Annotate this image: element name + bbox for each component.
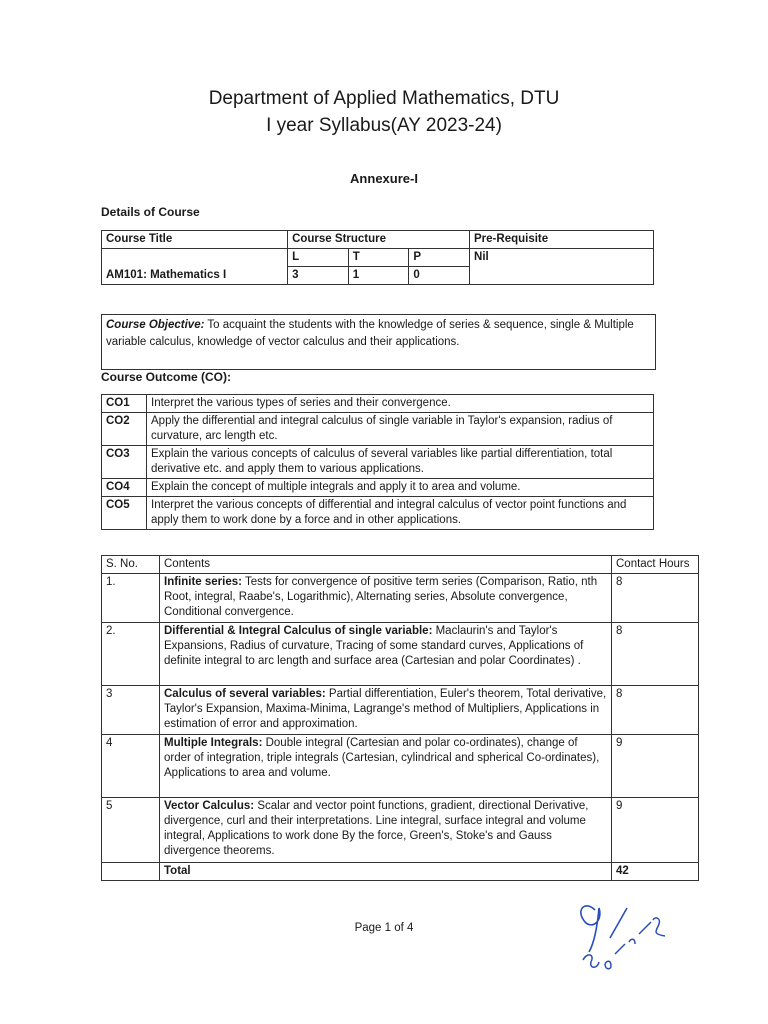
objective-text: To acquaint the students with the knowledge of series & sequence, single & Multiple variable calculus, knowledge of vector calculus and their applications. [106,319,634,348]
course-outcome-table [101,394,654,530]
row-sno: 1. [102,574,160,623]
row-hours: 9 [612,798,699,863]
co-text: Apply the differential and integral calculus of single variable in Taylor's expansion, radius of curvature, arc length etc. [147,413,654,446]
course-name: AM101: Mathematics I [102,249,288,285]
header-line-1: Department of Applied Mathematics, DTU [208,88,560,109]
t-value: 1 [348,267,409,285]
row-contents [160,686,612,735]
l-label: L [288,249,349,267]
row-sno: 2. [102,623,160,686]
row-contents [160,735,612,798]
details-label: Details of Course [101,205,200,219]
co-row [102,446,654,479]
l-value: 3 [288,267,349,285]
co-text: Interpret the various types of series and their convergence. [147,395,654,413]
contents-table [101,555,699,881]
table-row [102,574,699,623]
row-sno: 4 [102,735,160,798]
co-text: Interpret the various concepts of differential and integral calculus of vector point functions and apply them to work done by a force and in other applications. [147,497,654,530]
row-contents [160,798,612,863]
co-text: Explain the various concepts of calculus of several variables like partial differentiation, total derivative etc. and apply them to various applications. [147,446,654,479]
total-label: Total [160,863,612,881]
row-text: Tests for convergence of positive term series (Comparison, Ratio, nth Root, integral, Raabe's, Logarithmic), Alternating series, Absolute convergence, Conditional convergence. [164,576,598,618]
contents-header-row [102,556,699,574]
co-row [102,497,654,530]
course-objective-box [101,314,656,370]
co-code: CO3 [102,446,147,479]
co-code: CO1 [102,395,147,413]
co-code: CO2 [102,413,147,446]
co-code: CO4 [102,479,147,497]
header-line-2: I year Syllabus(AY 2023-24) [266,115,502,136]
co-row [102,395,654,413]
col-contact-hours: Contact Hours [612,556,699,574]
course-outcome-label: Course Outcome (CO): [101,370,232,384]
annexure-title: Annexure-I [350,171,418,186]
page-number: Page 1 of 4 [354,922,414,934]
co-code: CO5 [102,497,147,530]
row-topic: Differential & Integral Calculus of single variable: [164,625,433,637]
col-course-title: Course Title [102,231,288,249]
row-contents [160,574,612,623]
col-course-structure: Course Structure [288,231,470,249]
handwritten-signature [555,890,675,980]
row-sno: 5 [102,798,160,863]
total-hours: 42 [612,863,699,881]
t-label: T [348,249,409,267]
row-text: Maclaurin's and Taylor's Expansions, Radius of curvature, Tracing of some standard curves, Applications of definite integral to arc length and surface area (Cartesian and polar Coordinates) . [164,625,584,667]
table-row [102,623,699,686]
row-topic: Multiple Integrals: [164,737,263,749]
table-row [102,686,699,735]
row-topic: Vector Calculus: [164,800,255,812]
co-row [102,479,654,497]
co-text: Explain the concept of multiple integrals and apply it to area and volume. [147,479,654,497]
p-value: 0 [409,267,470,285]
p-label: P [409,249,470,267]
table-row [102,798,699,863]
row-hours: 8 [612,623,699,686]
row-text: Scalar and vector point functions, gradient, directional Derivative, divergence, curl and their interpretations. Line integral, surface integral and volume integral, Applications to work done By the force, Green's, Stoke's and Gauss divergence theorems. [164,800,589,857]
row-hours: 9 [612,735,699,798]
col-sno: S. No. [102,556,160,574]
row-topic: Calculus of several variables: [164,688,326,700]
row-hours: 8 [612,686,699,735]
details-table [101,230,654,285]
col-prerequisite: Pre-Requisite [470,231,654,249]
total-row [102,863,699,881]
row-sno: 3 [102,686,160,735]
row-topic: Infinite series: [164,576,242,588]
objective-label: Course Objective: [106,319,205,331]
row-text: Partial differentiation, Euler's theorem, Total derivative, Taylor's Expansion, Maxima-Minima, Lagrange's method of Multipliers, Applications in estimation of error and approximation. [164,688,607,730]
total-sno-cell [102,863,160,881]
row-contents [160,623,612,686]
table-row [102,735,699,798]
col-contents: Contents [160,556,612,574]
row-hours: 8 [612,574,699,623]
co-row [102,413,654,446]
prerequisite-value: Nil [470,249,654,285]
row-text: Double integral (Cartesian and polar co-ordinates), change of order of integration, triple integrals (Cartesian, cylindrical and spherical Co-ordinates), Applications to area and volume. [164,737,600,779]
